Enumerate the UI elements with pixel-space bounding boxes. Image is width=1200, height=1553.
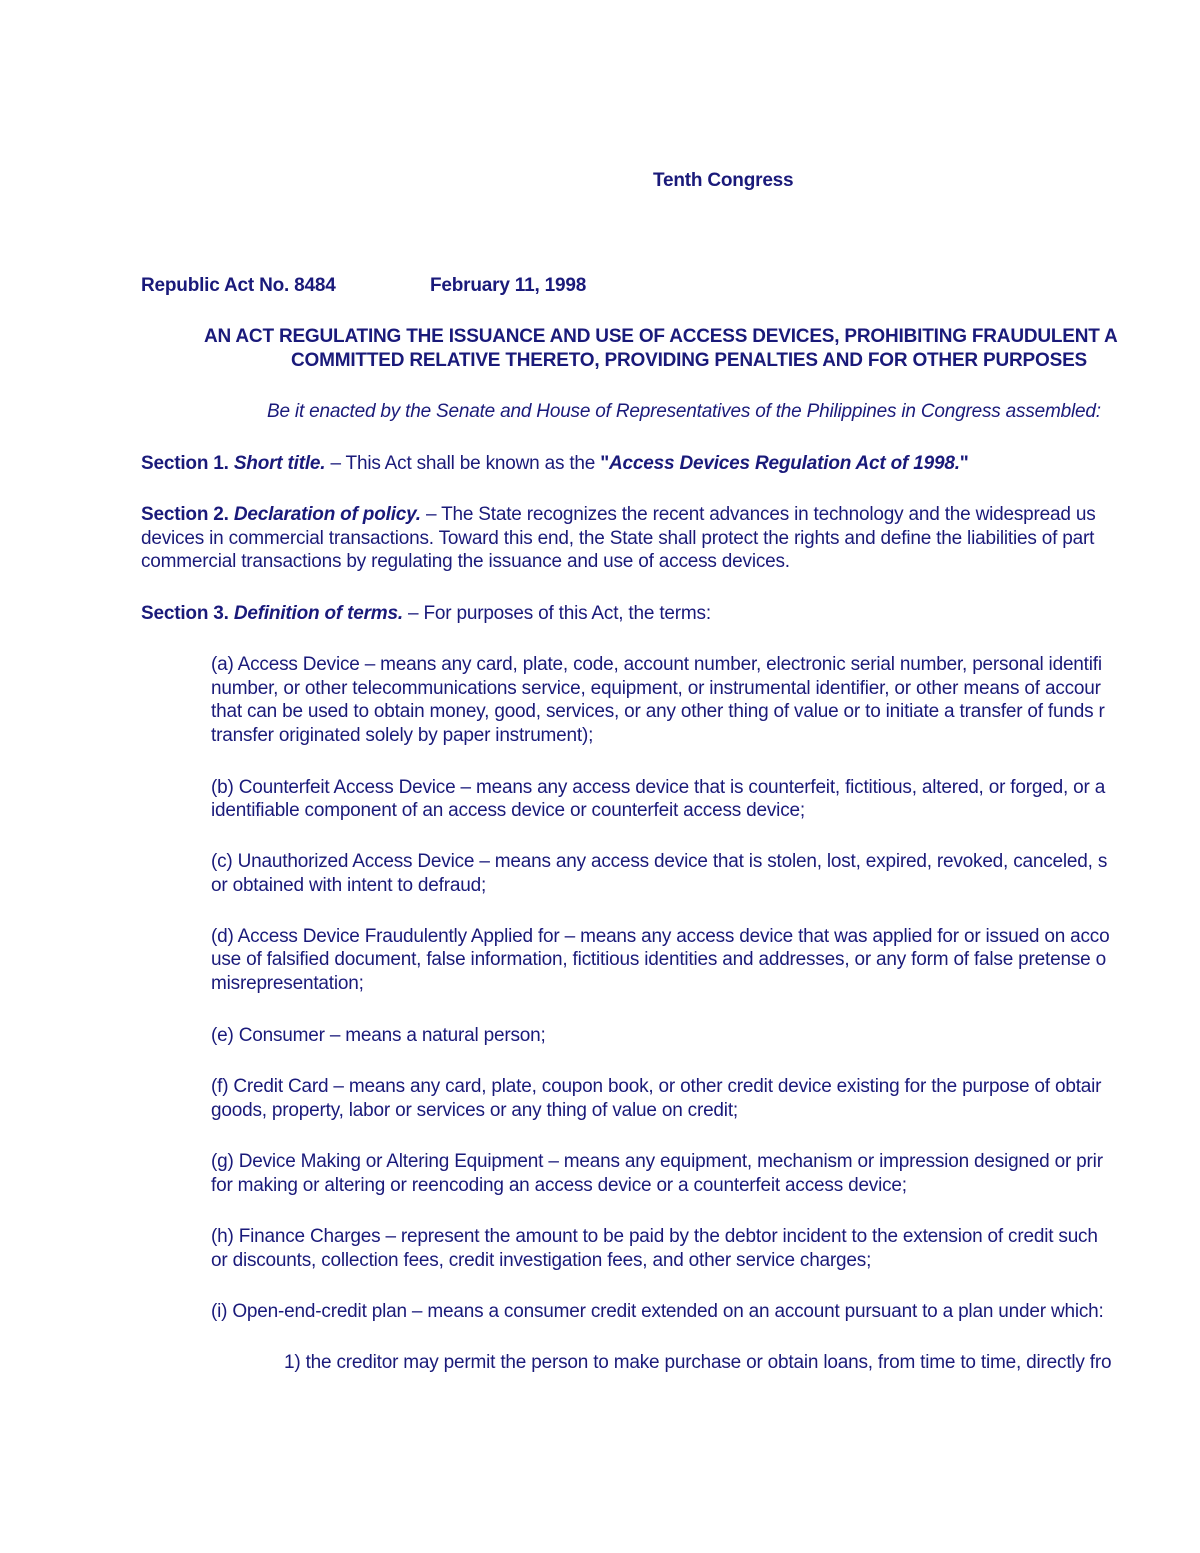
section-1-quote-open: ": [600, 453, 610, 474]
section-2-label: Section 2.: [141, 504, 234, 525]
definition-d-line-2: use of falsified document, false information, fictitious identities and addresses, or any form of false pretense o: [211, 949, 1106, 970]
congress-heading: Tenth Congress: [653, 170, 794, 191]
definition-h-line-1: (h) Finance Charges – represent the amount to be paid by the debtor incident to the extension of credit such: [211, 1226, 1098, 1247]
act-number: Republic Act No. 8484: [141, 275, 336, 296]
definition-i-line-1: (i) Open-end-credit plan – means a consumer credit extended on an account pursuant to a plan under which:: [211, 1301, 1104, 1322]
definition-b-line-1: (b) Counterfeit Access Device – means any access device that is counterfeit, fictitious, altered, or forged, or a: [211, 777, 1106, 798]
section-2-line-3: commercial transactions by regulating the issuance and use of access devices.: [141, 551, 790, 572]
definition-d-line-1: (d) Access Device Fraudulently Applied for – means any access device that was applied for or issued on acco: [211, 926, 1110, 947]
section-2-line-2: devices in commercial transactions. Toward this end, the State shall protect the rights and define the liabilities of part: [141, 528, 1095, 549]
section-2-text-1: – The State recognizes the recent advances in technology and the widespread us: [420, 504, 1096, 525]
definition-c-line-1: (c) Unauthorized Access Device – means any access device that is stolen, lost, expired, revoked, canceled, s: [211, 851, 1108, 872]
section-2-heading: Declaration of policy.: [233, 504, 421, 525]
definition-c-line-2: or obtained with intent to defraud;: [211, 875, 487, 896]
definition-g-line-1: (g) Device Making or Altering Equipment – means any equipment, mechanism or impression designed or prir: [211, 1151, 1103, 1172]
section-3-text: – For purposes of this Act, the terms:: [402, 603, 711, 624]
section-1-label: Section 1.: [141, 453, 234, 474]
definition-h-line-2: or discounts, collection fees, credit investigation fees, and other service charges;: [211, 1250, 872, 1271]
definition-e-line-1: (e) Consumer – means a natural person;: [211, 1025, 546, 1046]
section-1-act-name: Access Devices Regulation Act of 1998.: [609, 453, 960, 474]
definition-a-line-4: transfer originated solely by paper instrument);: [211, 725, 594, 746]
section-1-quote-close: ": [959, 453, 969, 474]
section-2-line-1: [141, 503, 1096, 526]
definition-f-line-1: (f) Credit Card – means any card, plate, coupon book, or other credit device existing for the purpose of obtair: [211, 1076, 1102, 1097]
section-3: [141, 602, 711, 625]
section-3-label: Section 3.: [141, 603, 234, 624]
definition-a-line-3: that can be used to obtain money, good, services, or any other thing of value or to initiate a transfer of funds r: [211, 701, 1105, 722]
definition-g-line-2: for making or altering or reencoding an access device or a counterfeit access device;: [211, 1175, 907, 1196]
section-3-heading: Definition of terms.: [233, 603, 403, 624]
act-title-line-2: COMMITTED RELATIVE THERETO, PROVIDING PENALTIES AND FOR OTHER PURPOSES: [291, 350, 1088, 371]
act-date: February 11, 1998: [430, 275, 587, 296]
definition-i-item-1: 1) the creditor may permit the person to make purchase or obtain loans, from time to time, directly fro: [284, 1352, 1112, 1373]
act-title-line-1: AN ACT REGULATING THE ISSUANCE AND USE OF ACCESS DEVICES, PROHIBITING FRAUDULENT A: [204, 326, 1118, 347]
enacting-clause: Be it enacted by the Senate and House of Representatives of the Philippines in Congress assembled:: [267, 401, 1101, 422]
definition-d-line-3: misrepresentation;: [211, 973, 364, 994]
definition-b-line-2: identifiable component of an access device or counterfeit access device;: [211, 800, 805, 821]
section-1: [141, 452, 969, 475]
section-1-text: – This Act shall be known as the: [325, 453, 601, 474]
definition-f-line-2: goods, property, labor or services or any thing of value on credit;: [211, 1100, 738, 1121]
section-1-heading: Short title.: [233, 453, 326, 474]
definition-a-line-1: (a) Access Device – means any card, plate, code, account number, electronic serial number, personal identifi: [211, 654, 1102, 675]
definition-a-line-2: number, or other telecommunications service, equipment, or instrumental identifier, or other means of accour: [211, 678, 1101, 699]
